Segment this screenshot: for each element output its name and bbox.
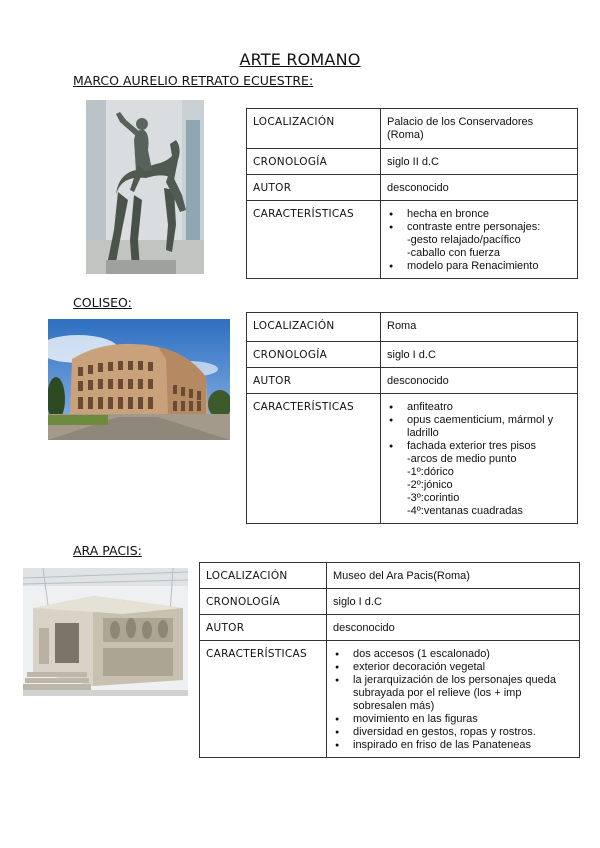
list-item: ● contraste entre personajes: <box>387 221 571 234</box>
features-list <box>333 648 565 752</box>
row-key: AUTOR <box>247 368 381 394</box>
list-item: ● dos accesos (1 escalonado) <box>333 648 565 661</box>
row-key: LOCALIZACIÓN <box>247 109 381 149</box>
list-item: ● hecha en bronce <box>387 208 571 221</box>
row-key: CRONOLOGÍA <box>247 342 381 368</box>
table-row <box>247 175 578 201</box>
table-row <box>200 563 580 589</box>
list-item: -caballo con fuerza <box>407 247 500 259</box>
marco-aurelio-table <box>246 108 578 279</box>
row-value: desconocido <box>381 368 578 394</box>
row-value: desconocido <box>381 175 578 201</box>
features-cell <box>381 201 578 279</box>
row-value: Museo del Ara Pacis(Roma) <box>327 563 580 589</box>
row-value: desconocido <box>327 615 580 641</box>
row-key: LOCALIZACIÓN <box>247 313 381 342</box>
list-item: ● modelo para Renacimiento <box>387 260 571 273</box>
list-item: ● opus caementicium, mármol y ladrillo <box>387 414 571 440</box>
row-key: CARACTERÍSTICAS <box>200 641 327 758</box>
list-item: -2º:jónico <box>407 479 453 491</box>
section-heading-marco-aurelio: MARCO AURELIO RETRATO ECUESTRE: <box>73 73 314 88</box>
list-item: ● movimiento en las figuras <box>333 713 565 726</box>
marco-aurelio-photo <box>86 100 204 274</box>
table-row <box>247 368 578 394</box>
page-title: ARTE ROMANO <box>239 50 361 69</box>
row-key: CRONOLOGÍA <box>200 589 327 615</box>
table-row <box>247 394 578 524</box>
row-key: LOCALIZACIÓN <box>200 563 327 589</box>
list-item: -gesto relajado/pacífico <box>407 234 521 246</box>
coliseo-table <box>246 312 578 524</box>
table-row <box>200 641 580 758</box>
ara-pacis-photo <box>23 568 188 696</box>
features-cell <box>381 394 578 524</box>
row-value: siglo I d.C <box>381 342 578 368</box>
row-key: CARACTERÍSTICAS <box>247 201 381 279</box>
row-key: AUTOR <box>247 175 381 201</box>
coliseo-photo <box>48 319 230 440</box>
table-row <box>247 149 578 175</box>
section-heading-coliseo: COLISEO: <box>73 295 132 310</box>
features-list <box>387 208 571 273</box>
row-value: siglo I d.C <box>327 589 580 615</box>
table-row <box>247 313 578 342</box>
list-item: ● fachada exterior tres pisos <box>387 440 571 453</box>
ara-pacis-table <box>199 562 580 758</box>
list-item: ● exterior decoración vegetal <box>333 661 565 674</box>
list-item: ● inspirado en friso de las Panateneas <box>333 739 565 752</box>
list-item: -1º:dórico <box>407 466 454 478</box>
table-row <box>247 342 578 368</box>
row-key: CARACTERÍSTICAS <box>247 394 381 524</box>
list-item: ● diversidad en gestos, ropas y rostros. <box>333 726 565 739</box>
row-value: Palacio de los Conservadores (Roma) <box>381 109 578 149</box>
row-value: Roma <box>381 313 578 342</box>
row-key: AUTOR <box>200 615 327 641</box>
list-item: ● la jerarquización de los personajes queda subrayada por el relieve (los + imp sobresalen más) <box>333 674 565 713</box>
features-cell <box>327 641 580 758</box>
list-item: ● anfiteatro <box>387 401 571 414</box>
table-row <box>247 201 578 279</box>
features-list <box>387 401 571 518</box>
list-item: -4º:ventanas cuadradas <box>407 505 523 517</box>
row-key: CRONOLOGÍA <box>247 149 381 175</box>
list-item: -3º:corintio <box>407 492 460 504</box>
list-item: -arcos de medio punto <box>407 453 517 465</box>
table-row <box>200 615 580 641</box>
table-row <box>247 109 578 149</box>
row-value: siglo II d.C <box>381 149 578 175</box>
table-row <box>200 589 580 615</box>
section-heading-ara-pacis: ARA PACIS: <box>73 543 142 558</box>
